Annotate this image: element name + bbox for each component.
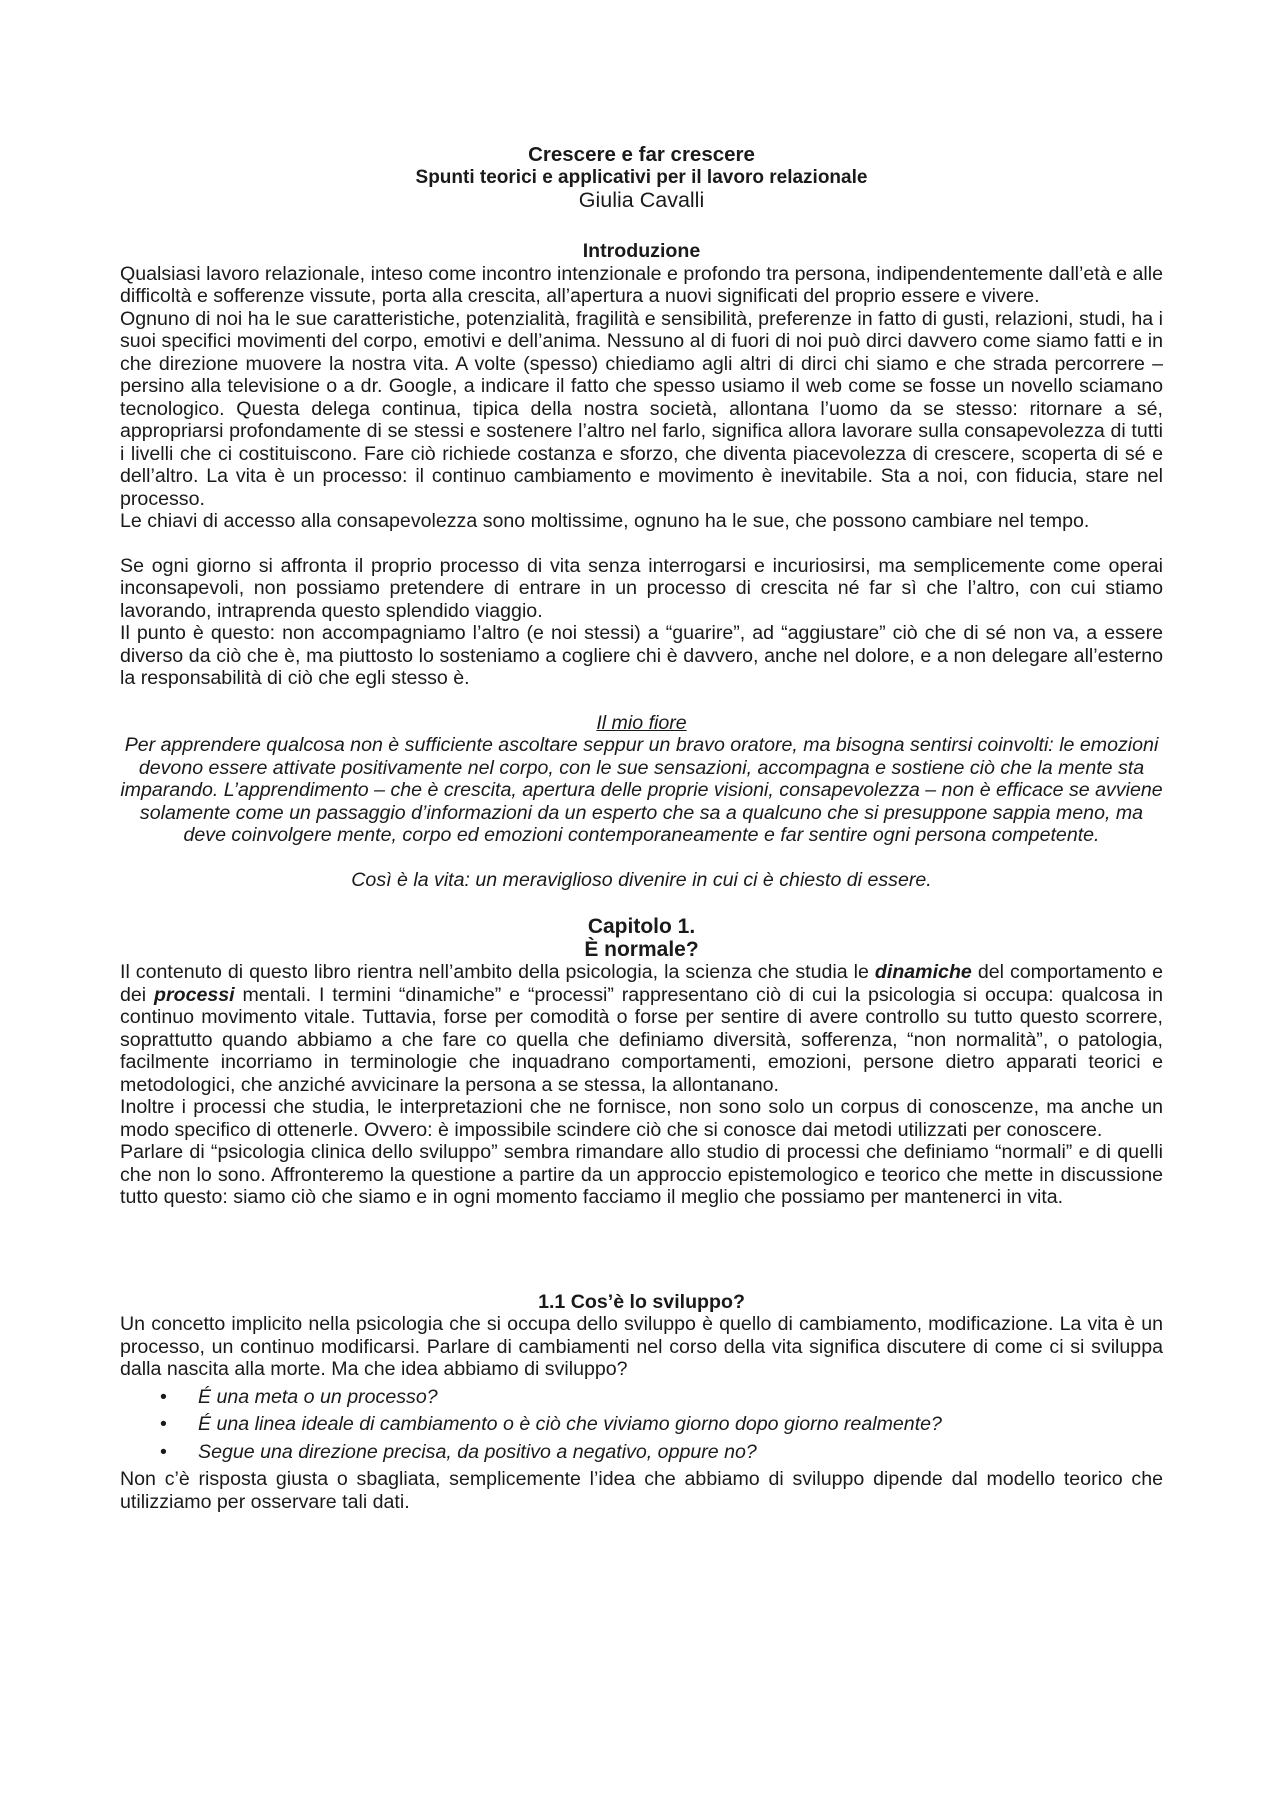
document-title: Crescere e far crescere <box>528 143 755 166</box>
bullet-icon: • <box>160 1413 167 1435</box>
intro-paragraph-2: Ognuno di noi ha le sue caratteristiche, potenzialità, fragilità e sensibilità, preferenze in fatto di gusti, relazioni, studi, ha i suoi specifici movimenti del corpo, emotivi e dell’anima. Nessuno al di fuori di noi può dirci davvero come siamo fatti e in che direzione muovere la nostra vita. A volte (spesso) chiediamo agli altri di dirci chi siamo e che strada percorrere – persino alla televisione o a dr. Google, a indicare il fatto che spesso usiamo il web come se fosse un novello sciamano tecnologico. Questa delega continua, tipica della nostra società, allontana l’uomo da se stesso: ritornare a sé, appropriarsi profondamente di se stessi e sostenere l’altro nel farlo, significa allora lavorare sulla consapevolezza di tutti i livelli che ci costituiscono. Fare ciò richiede costanza e sforzo, che diventa piacevolezza di crescere, scoperta di sé e dell’altro. La vita è un processo: il continuo cambiamento e movimento è inevitabile. Sta a noi, con fiducia, stare nel processo. <box>120 307 1163 510</box>
bullet-icon: • <box>160 1385 167 1408</box>
spacer <box>120 533 1163 555</box>
poem-quote: Così è la vita: un meraviglioso divenire in cui ci è chiesto di essere. <box>351 868 932 891</box>
chapter-paragraph-2: Inoltre i processi che studia, le interpretazioni che ne fornisce, non sono solo un corpus di conoscenze, ma anche un modo specifico di ottenerle. Ovvero: è impossibile scindere ciò che si conosce dai metodi utilizzati per conoscere. <box>120 1096 1163 1141</box>
chapter-paragraph-1 <box>120 961 1163 1096</box>
intro-paragraph-5: Il punto è questo: non accompagniamo l’altro (e noi stessi) a “guarire”, ad “aggiustare” ciò che di sé non va, a essere diverso da ciò che è, ma piuttosto lo sosteniamo a cogliere chi è davvero, anche nel dolore, e a non delegare all’esterno la responsabilità di ciò che egli stesso è. <box>120 622 1163 689</box>
document-subtitle: Spunti teorici e applicativi per il lavoro relazionale <box>415 167 868 188</box>
list-item-text: Segue una direzione precisa, da positivo a negativo, oppure no? <box>198 1440 757 1463</box>
question-list <box>120 1386 1163 1464</box>
list-item-text: É una meta o un processo? <box>198 1385 438 1408</box>
chapter-paragraph-1-part-c: del comportamento e dei <box>120 961 1163 1006</box>
chapter-title: È normale? <box>584 938 699 961</box>
bullet-icon: • <box>160 1440 167 1463</box>
poem-heading: Il mio fiore <box>596 711 687 734</box>
chapter-paragraph-3: Parlare di “psicologia clinica dello sviluppo” sembra rimandare allo studio di processi che definiamo “normali” e di quelli che non lo sono. Affronteremo la questione a partire da un approccio epistemologico e teorico che mette in discussione tutto questo: siamo ciò che siamo e in ogni momento facciamo il meglio che possiamo per mantenerci in vita. <box>120 1141 1163 1208</box>
section-heading: 1.1 Cos’è lo sviluppo? <box>538 1290 745 1313</box>
section-paragraph-2: Non c’è risposta giusta o sbagliata, semplicemente l’idea che abbiamo di sviluppo dipende dal modello teorico che utilizziamo per osservare tali dati. <box>120 1468 1163 1513</box>
chapter-number: Capitolo 1. <box>587 915 696 938</box>
emphasis-processi: processi <box>154 983 235 1006</box>
list-item-text: É una linea ideale di cambiamento o è ciò che viviamo giorno dopo giorno realmente? <box>198 1413 942 1435</box>
list-item <box>120 1441 1163 1464</box>
document-author: Giulia Cavalli <box>578 188 705 212</box>
chapter-paragraph-1-part-e: mentali. I termini “dinamiche” e “processi” rappresentano ciò di cui la psicologia si occupa: qualcosa in continuo movimento vitale. Tuttavia, forse per comodità o forse per sentire di avere controllo su tutto questo scorrere, soprattutto quando abbiamo a che fare co quella che definiamo diversità, sofferenza, “non normalità”, o patologia, facilmente incorriamo in terminologie che inquadrano comportamenti, emozioni, persone dietro apparati teorici e metodologici, che anziché avvicinare la persona a se stessa, la allontanano. <box>120 983 1164 1096</box>
list-item <box>120 1413 1163 1436</box>
chapter-paragraph-1-part-a: Il contenuto di questo libro rientra nell’ambito della psicologia, la scienza che studia le <box>120 961 875 983</box>
intro-paragraph-3: Le chiavi di accesso alla consapevolezza sono moltissime, ognuno ha le sue, che possono cambiare nel tempo. <box>120 510 1090 532</box>
intro-heading: Introduzione <box>582 240 701 262</box>
intro-paragraph-4: Se ogni giorno si affronta il proprio processo di vita senza interrogarsi e incuriosirsi, ma semplicemente come operai inconsapevoli, non possiamo pretendere di entrare in un processo di crescita né far sì che l’altro, con cui stiamo lavorando, intraprenda questo splendido viaggio. <box>120 554 1163 622</box>
emphasis-dinamiche: dinamiche <box>874 961 972 983</box>
list-item <box>120 1386 1163 1409</box>
document-body <box>120 143 1163 1513</box>
section-paragraph-1: Un concetto implicito nella psicologia che si occupa dello sviluppo è quello di cambiamento, modificazione. La vita è un processo, un continuo modificarsi. Parlare di cambiamenti nel corso della vita significa discutere di come ci si sviluppa dalla nascita alla morte. Ma che idea abbiamo di sviluppo? <box>120 1313 1163 1380</box>
intro-paragraph-1: Qualsiasi lavoro relazionale, inteso come incontro intenzionale e profondo tra persona, indipendentemente dall’età e alle difficoltà e sofferenze vissute, porta alla crescita, all’apertura a nuovi significati del proprio essere e vivere. <box>120 262 1163 307</box>
poem-text: Per apprendere qualcosa non è sufficiente ascoltare seppur un bravo oratore, ma bisogna sentirsi coinvolti: le emozioni devono essere attivate positivamente nel corpo, con le sue sensazioni, accompagna e sostiene ciò che la mente sta imparando. L’apprendimento – che è crescita, apertura delle proprie visioni, consapevolezza – non è efficace se avviene solamente come un passaggio d’informazioni da un esperto che sa a qualcuno che si presuppone sappia meno, ma deve coinvolgere mente, corpo ed emozioni contemporaneamente e far sentire ogni persona competente. <box>120 734 1163 846</box>
